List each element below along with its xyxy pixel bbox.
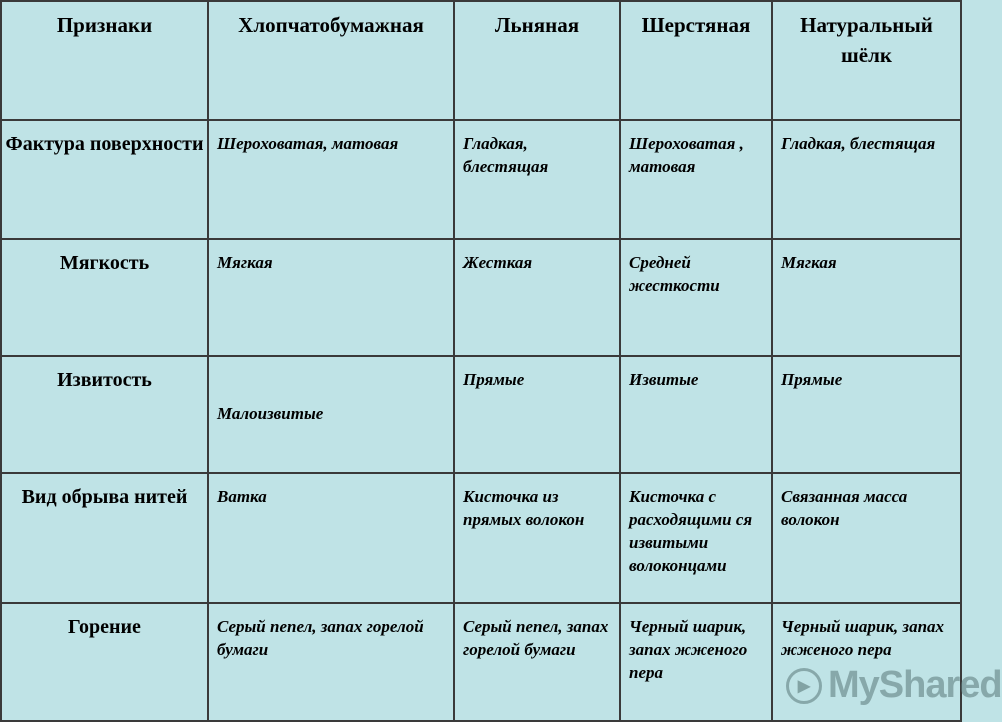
table-cell: Прямые <box>454 356 620 473</box>
table-row <box>1 603 961 721</box>
row-label: Фактура поверхности <box>1 120 208 239</box>
table-cell: Гладкая, блестящая <box>454 120 620 239</box>
header-cell: Льняная <box>454 1 620 120</box>
table-cell: Малоизвитые <box>208 356 454 473</box>
table-cell: Кисточка с расходящими ся извитыми волоконцами <box>620 473 772 603</box>
table-cell: Извитые <box>620 356 772 473</box>
header-cell: Натуральный шёлк <box>772 1 961 120</box>
watermark-text: MyShared <box>828 664 1002 706</box>
table-cell: Кисточка из прямых волокон <box>454 473 620 603</box>
table-cell: Связанная масса волокон <box>772 473 961 603</box>
row-label: Мягкость <box>1 239 208 356</box>
table-cell: Серый пепел, запах горелой бумаги <box>208 603 454 721</box>
table-cell: Мягкая <box>208 239 454 356</box>
table-cell: Гладкая, блестящая <box>772 120 961 239</box>
table-cell: Шероховатая, матовая <box>208 120 454 239</box>
table-cell: Жесткая <box>454 239 620 356</box>
row-label: Горение <box>1 603 208 721</box>
table-cell: Средней жесткости <box>620 239 772 356</box>
table-row <box>1 356 961 473</box>
table-cell: Шероховатая , матовая <box>620 120 772 239</box>
table-cell: Прямые <box>772 356 961 473</box>
header-row <box>1 1 961 120</box>
header-cell: Признаки <box>1 1 208 120</box>
row-label: Вид обрыва нитей <box>1 473 208 603</box>
table-row <box>1 120 961 239</box>
table-cell: Ватка <box>208 473 454 603</box>
table-row <box>1 239 961 356</box>
table-row <box>1 473 961 603</box>
table-cell: Черный шарик, запах жженого пера <box>620 603 772 721</box>
table-cell: Черный шарик, запах жженого пера <box>772 603 961 721</box>
presentation-logo-icon: ▶ <box>786 668 822 704</box>
header-cell: Хлопчатобумажная <box>208 1 454 120</box>
table-cell: Серый пепел, запах горелой бумаги <box>454 603 620 721</box>
row-label: Извитость <box>1 356 208 473</box>
header-cell: Шерстяная <box>620 1 772 120</box>
table-cell: Мягкая <box>772 239 961 356</box>
